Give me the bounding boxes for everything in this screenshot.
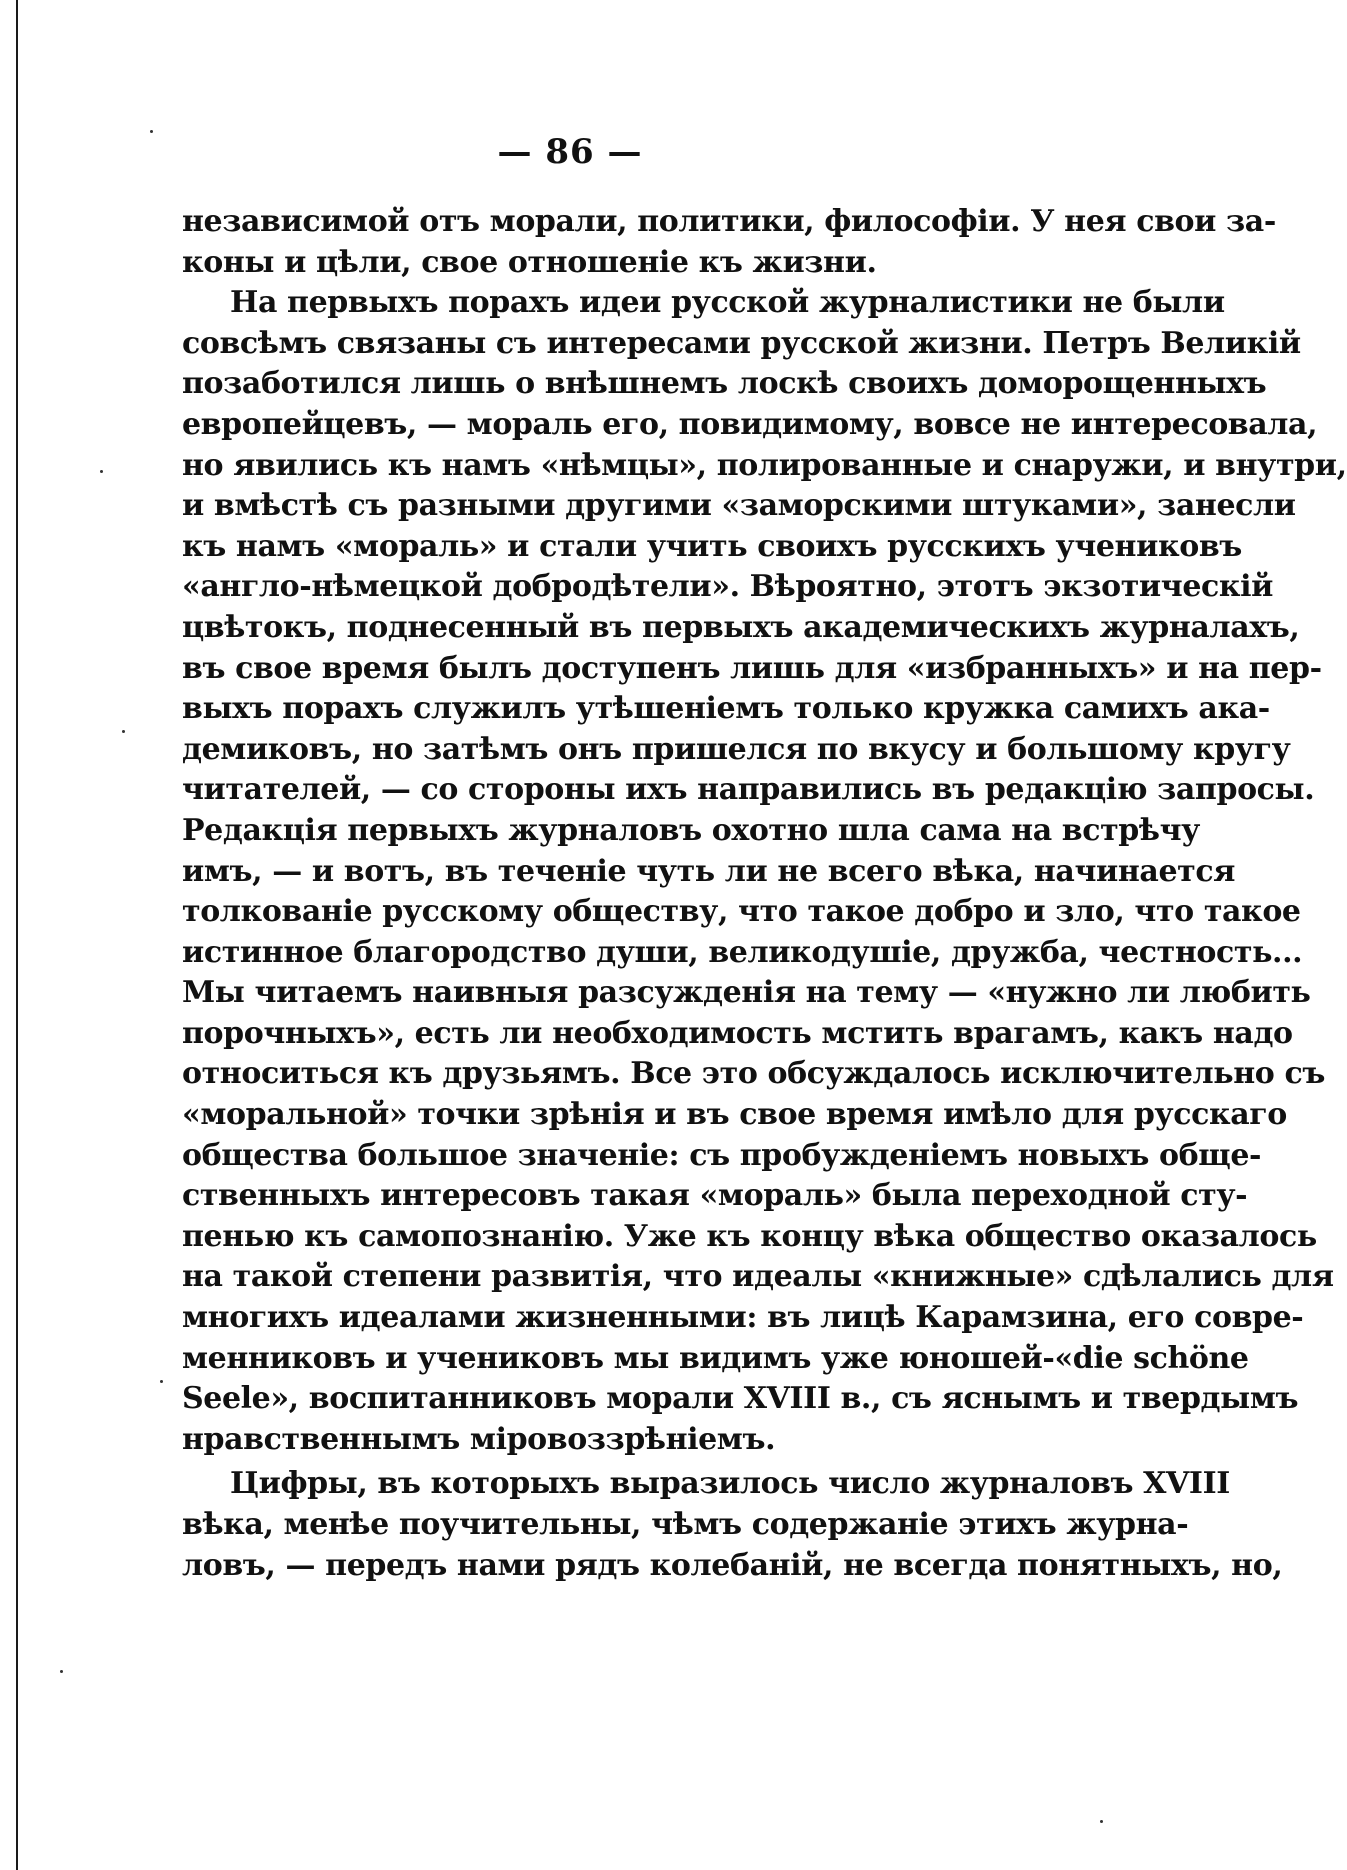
text-line: Цифры, въ которыхъ выразилось число журналовъ XVIII (230, 1466, 1230, 1502)
paragraph (182, 283, 1347, 1460)
text-line: истинное благородство души, великодушіе, дружба, честность... (182, 934, 1303, 970)
text-line: позаботился лишь о внѣшнемъ лоскѣ своихъ доморощенныхъ (182, 366, 1267, 402)
text-line: менниковъ и учениковъ мы видимъ уже юношей-«die schöne (182, 1340, 1249, 1376)
paragraph (182, 202, 1276, 283)
text-line: коны и цѣли, свое отношеніе къ жизни. (182, 244, 877, 280)
text-line: демиковъ, но затѣмъ онъ пришелся по вкусу и большому кругу (182, 731, 1291, 767)
body-text (182, 202, 1347, 1586)
text-line: но явились къ намъ «нѣмцы», полированные и снаружи, и внутри, (182, 447, 1347, 483)
text-line: Редакція первыхъ журналовъ охотно шла сама на встрѣчу (182, 812, 1200, 848)
paragraph (182, 1464, 1283, 1586)
text-line: толкованіе русскому обществу, что такое добро и зло, что такое (182, 894, 1301, 930)
print-speck (160, 1380, 163, 1383)
text-line: «моральной» точки зрѣнія и въ свое время имѣло для русскаго (182, 1097, 1287, 1133)
text-line: нравственнымъ міровоззрѣніемъ. (182, 1421, 776, 1457)
text-line: вѣка, менѣе поучительны, чѣмъ содержаніе этихъ журна- (182, 1507, 1189, 1542)
page-edge-line (16, 0, 18, 1870)
print-speck (122, 730, 125, 733)
text-line: Мы читаемъ наивныя разсужденія на тему — «нужно ли любить (182, 975, 1311, 1011)
text-line: независимой отъ морали, политики, философіи. У нея свои за- (182, 204, 1276, 239)
print-speck (100, 470, 103, 473)
print-speck (1100, 1820, 1103, 1823)
print-speck (60, 1670, 63, 1673)
text-line: къ намъ «мораль» и стали учить своихъ русскихъ учениковъ (182, 528, 1242, 564)
text-line: ловъ, — передъ нами рядъ колебаній, не всегда понятныхъ, но, (182, 1547, 1283, 1583)
text-line: общества большое значеніе: съ пробужденіемъ новыхъ обще- (182, 1137, 1262, 1173)
text-line: На первыхъ порахъ идеи русской журналистики не были (230, 285, 1225, 321)
text-line: на такой степени развитія, что идеалы «книжные» сдѣлались для (182, 1259, 1334, 1295)
text-line: Seele», воспитанниковъ морали XVIII в., съ яснымъ и твердымъ (182, 1381, 1299, 1417)
text-line: и вмѣстѣ съ разными другими «заморскими штуками», занесли (182, 488, 1296, 524)
text-line: въ свое время былъ доступенъ лишь для «избранныхъ» и на пер- (182, 650, 1322, 686)
text-line: имъ, — и вотъ, въ теченіе чуть ли не всего вѣка, начинается (182, 853, 1235, 889)
page-number: — 86 — (497, 132, 643, 172)
text-line: читателей, — со стороны ихъ направились въ редакцію запросы. (182, 772, 1315, 808)
text-line: порочныхъ», есть ли необходимость мстить врагамъ, какъ надо (182, 1015, 1293, 1051)
text-line: многихъ идеалами жизненными: въ лицѣ Карамзина, его совре- (182, 1300, 1304, 1336)
text-line: пенью къ самопознанію. Уже къ концу вѣка общество оказалось (182, 1218, 1317, 1254)
text-line: европейцевъ, — мораль его, повидимому, вовсе не интересовала, (182, 406, 1318, 442)
text-line: ственныхъ интересовъ такая «мораль» была переходной сту- (182, 1178, 1248, 1214)
text-line: «англо-нѣмецкой добродѣтели». Вѣроятно, этотъ экзотическій (182, 569, 1273, 605)
text-line: совсѣмъ связаны съ интересами русской жизни. Петръ Великій (182, 325, 1301, 361)
text-line: выхъ порахъ служилъ утѣшеніемъ только кружка самихъ ака- (182, 691, 1270, 727)
text-line: относиться къ друзьямъ. Все это обсуждалось исключительно съ (182, 1056, 1325, 1092)
text-line: цвѣтокъ, поднесенный въ первыхъ академическихъ журналахъ, (182, 609, 1300, 645)
